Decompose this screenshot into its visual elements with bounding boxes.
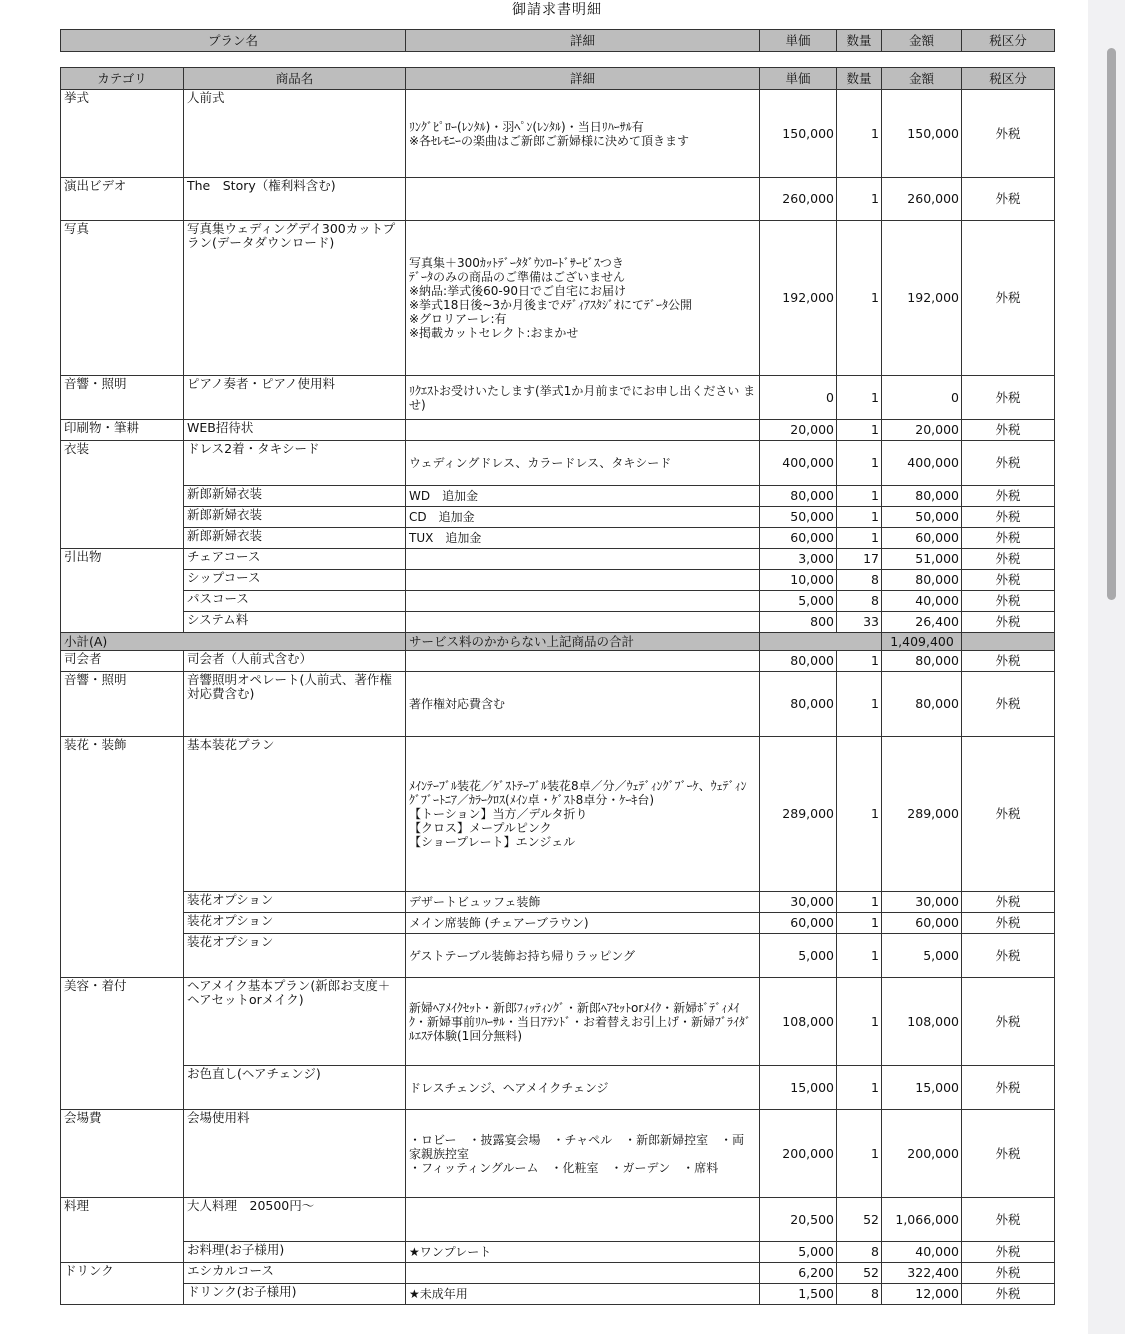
detail-cell: 写真集＋300ｶｯﾄﾃﾞｰﾀﾀﾞｳﾝﾛｰﾄﾞｻｰﾋﾞｽつき ﾃﾞｰﾀのみの商品のご準備はございません ※納品:挙式後60-90日でご自宅にお届け ※挙式18日後~3か月後までﾒﾃﾞｨｱｽﾀｼﾞｵにてﾃﾞｰﾀ公開 ※グロリアーレ:有 ※掲載カットセレクト:おまかせ [406, 221, 760, 376]
table-row [61, 420, 1055, 441]
table-row [61, 913, 1055, 934]
table-row [61, 978, 1055, 1066]
amount-cell: 1,066,000 [882, 1198, 962, 1242]
table-row [61, 672, 1055, 737]
item-name-cell: 新郎新婦衣装 [184, 528, 406, 549]
item-name-cell: パスコース [184, 591, 406, 612]
subtotal-tax-empty [962, 633, 1055, 651]
table-row [61, 737, 1055, 892]
amount-cell: 0 [882, 376, 962, 420]
column-header: 単価 [760, 68, 837, 90]
quantity-cell: 1 [837, 221, 882, 376]
tax-type-cell: 外税 [962, 591, 1055, 612]
table-row [61, 892, 1055, 913]
unit-price-cell: 60,000 [760, 528, 837, 549]
table-row [61, 528, 1055, 549]
tax-type-cell: 外税 [962, 486, 1055, 507]
item-name-cell: チェアコース [184, 549, 406, 570]
tax-type-cell: 外税 [962, 528, 1055, 549]
quantity-cell: 8 [837, 591, 882, 612]
category-cell: 音響・照明 [61, 376, 184, 420]
column-header: 詳細 [406, 68, 760, 90]
amount-cell: 400,000 [882, 441, 962, 486]
unit-price-cell: 5,000 [760, 591, 837, 612]
quantity-cell: 1 [837, 913, 882, 934]
unit-price-cell: 30,000 [760, 892, 837, 913]
quantity-cell: 1 [837, 90, 882, 178]
item-name-cell: システム料 [184, 612, 406, 633]
item-name-cell: ピアノ奏者・ピアノ使用料 [184, 376, 406, 420]
unit-price-cell: 15,000 [760, 1066, 837, 1110]
unit-price-cell: 0 [760, 376, 837, 420]
quantity-cell: 1 [837, 1066, 882, 1110]
tax-type-cell: 外税 [962, 507, 1055, 528]
category-cell: 引出物 [61, 549, 184, 633]
table-row [61, 507, 1055, 528]
table-row [61, 1198, 1055, 1242]
unit-price-cell: 192,000 [760, 221, 837, 376]
amount-cell: 192,000 [882, 221, 962, 376]
tax-type-cell: 外税 [962, 1284, 1055, 1305]
plan-header-row [61, 30, 1055, 52]
table-row [61, 221, 1055, 376]
plan-header-cell: プラン名 [61, 30, 406, 52]
unit-price-cell: 20,500 [760, 1198, 837, 1242]
amount-cell: 26,400 [882, 612, 962, 633]
amount-cell: 20,000 [882, 420, 962, 441]
unit-price-cell: 150,000 [760, 90, 837, 178]
column-header: 数量 [837, 68, 882, 90]
table-row [61, 570, 1055, 591]
unit-price-cell: 3,000 [760, 549, 837, 570]
table-row [61, 1066, 1055, 1110]
subtotal-row [61, 633, 1055, 651]
table-row [61, 1284, 1055, 1305]
detail-cell [406, 651, 760, 672]
item-name-cell: 音響照明オペレート(人前式、著作権対応費含む) [184, 672, 406, 737]
detail-cell: 新婦ﾍｱﾒｲｸｾｯﾄ・新郎ﾌｨｯﾃｨﾝｸﾞ・新郎ﾍｱｾｯﾄorﾒｲｸ・新婦ﾎﾞﾃﾞｨﾒｲｸ・新婦事前ﾘﾊｰｻﾙ・当日ｱﾃﾝﾄﾞ・お着替えお引上げ・新婦ﾌﾞﾗｲﾀﾞﾙｴｽﾃ体験(1回分無料) [406, 978, 760, 1066]
quantity-cell: 1 [837, 507, 882, 528]
category-cell: 音響・照明 [61, 672, 184, 737]
detail-cell [406, 1198, 760, 1242]
invoice-detail-table [60, 67, 1055, 1305]
subtotal-empty [760, 633, 882, 651]
amount-cell: 12,000 [882, 1284, 962, 1305]
unit-price-cell: 5,000 [760, 1242, 837, 1263]
table-row [61, 486, 1055, 507]
unit-price-cell: 10,000 [760, 570, 837, 591]
plan-header-table [60, 29, 1055, 52]
detail-cell: 著作権対応費含む [406, 672, 760, 737]
detail-cell [406, 1263, 760, 1284]
item-name-cell: 新郎新婦衣装 [184, 486, 406, 507]
unit-price-cell: 20,000 [760, 420, 837, 441]
unit-price-cell: 800 [760, 612, 837, 633]
quantity-cell: 1 [837, 420, 882, 441]
item-name-cell: 装花オプション [184, 934, 406, 978]
table-row [61, 376, 1055, 420]
item-name-cell: ドレス2着・タキシード [184, 441, 406, 486]
item-name-cell: ヘアメイク基本プラン(新郎お支度＋ヘアセットorメイク) [184, 978, 406, 1066]
detail-cell: ゲストテーブル装飾お持ち帰りラッピング [406, 934, 760, 978]
quantity-cell: 8 [837, 570, 882, 591]
item-name-cell: 司会者（人前式含む） [184, 651, 406, 672]
table-row [61, 90, 1055, 178]
category-cell: 印刷物・筆耕 [61, 420, 184, 441]
table-row [61, 1263, 1055, 1284]
tax-type-cell: 外税 [962, 651, 1055, 672]
unit-price-cell: 80,000 [760, 651, 837, 672]
detail-cell: ドレスチェンジ、ヘアメイクチェンジ [406, 1066, 760, 1110]
unit-price-cell: 400,000 [760, 441, 837, 486]
tax-type-cell: 外税 [962, 672, 1055, 737]
item-name-cell: The Story（権利料含む) [184, 178, 406, 221]
plan-header-cell: 詳細 [406, 30, 760, 52]
tax-type-cell: 外税 [962, 420, 1055, 441]
detail-cell [406, 570, 760, 591]
tax-type-cell: 外税 [962, 1066, 1055, 1110]
table-row [61, 178, 1055, 221]
quantity-cell: 17 [837, 549, 882, 570]
subtotal-detail: サービス料のかからない上記商品の合計 [406, 633, 760, 651]
tax-type-cell: 外税 [962, 978, 1055, 1066]
amount-cell: 289,000 [882, 737, 962, 892]
table-row [61, 591, 1055, 612]
rows-after-subtotal [61, 651, 1055, 1305]
amount-cell: 80,000 [882, 570, 962, 591]
tax-type-cell: 外税 [962, 549, 1055, 570]
amount-cell: 260,000 [882, 178, 962, 221]
quantity-cell: 1 [837, 651, 882, 672]
unit-price-cell: 5,000 [760, 934, 837, 978]
item-name-cell: 装花オプション [184, 892, 406, 913]
detail-cell: ★ワンプレート [406, 1242, 760, 1263]
category-cell: 司会者 [61, 651, 184, 672]
column-header: 商品名 [184, 68, 406, 90]
amount-cell: 322,400 [882, 1263, 962, 1284]
column-header: 税区分 [962, 68, 1055, 90]
unit-price-cell: 200,000 [760, 1110, 837, 1198]
table-row [61, 441, 1055, 486]
tax-type-cell: 外税 [962, 1263, 1055, 1284]
category-cell: 装花・装飾 [61, 737, 184, 978]
column-header: 金額 [882, 68, 962, 90]
unit-price-cell: 80,000 [760, 672, 837, 737]
tax-type-cell: 外税 [962, 934, 1055, 978]
unit-price-cell: 80,000 [760, 486, 837, 507]
unit-price-cell: 289,000 [760, 737, 837, 892]
category-cell: 会場費 [61, 1110, 184, 1198]
detail-cell [406, 420, 760, 441]
quantity-cell: 52 [837, 1263, 882, 1284]
item-name-cell: お料理(お子様用) [184, 1242, 406, 1263]
amount-cell: 200,000 [882, 1110, 962, 1198]
category-cell: 美容・着付 [61, 978, 184, 1110]
tax-type-cell: 外税 [962, 441, 1055, 486]
category-cell: 演出ビデオ [61, 178, 184, 221]
detail-cell [406, 591, 760, 612]
quantity-cell: 1 [837, 672, 882, 737]
amount-cell: 5,000 [882, 934, 962, 978]
unit-price-cell: 1,500 [760, 1284, 837, 1305]
quantity-cell: 1 [837, 486, 882, 507]
detail-cell: メイン席装飾 (チェアーブラウン) [406, 913, 760, 934]
document-title: 御請求書明細 [512, 2, 602, 18]
subtotal-amount: 1,409,400 [882, 633, 962, 651]
detail-cell: ﾘｸｴｽﾄお受けいたします(挙式1か月前までにお申し出ください ませ) [406, 376, 760, 420]
item-name-cell: 写真集ウェディングデイ300カットプラン(データダウンロード) [184, 221, 406, 376]
quantity-cell: 1 [837, 934, 882, 978]
item-name-cell: シップコース [184, 570, 406, 591]
quantity-cell: 1 [837, 978, 882, 1066]
quantity-cell: 33 [837, 612, 882, 633]
tax-type-cell: 外税 [962, 612, 1055, 633]
item-name-cell: 装花オプション [184, 913, 406, 934]
tax-type-cell: 外税 [962, 1110, 1055, 1198]
table-row [61, 612, 1055, 633]
table-row [61, 1242, 1055, 1263]
quantity-cell: 8 [837, 1284, 882, 1305]
plan-header-cell: 税区分 [962, 30, 1055, 52]
table-row [61, 651, 1055, 672]
item-name-cell: 人前式 [184, 90, 406, 178]
quantity-cell: 1 [837, 528, 882, 549]
tax-type-cell: 外税 [962, 892, 1055, 913]
table-row [61, 1110, 1055, 1198]
detail-cell [406, 549, 760, 570]
unit-price-cell: 108,000 [760, 978, 837, 1066]
category-cell: 挙式 [61, 90, 184, 178]
tax-type-cell: 外税 [962, 221, 1055, 376]
unit-price-cell: 260,000 [760, 178, 837, 221]
quantity-cell: 8 [837, 1242, 882, 1263]
detail-cell [406, 178, 760, 221]
amount-cell: 108,000 [882, 978, 962, 1066]
detail-cell: WD 追加金 [406, 486, 760, 507]
item-name-cell: WEB招待状 [184, 420, 406, 441]
item-name-cell: 基本装花プラン [184, 737, 406, 892]
quantity-cell: 52 [837, 1198, 882, 1242]
unit-price-cell: 6,200 [760, 1263, 837, 1284]
tax-type-cell: 外税 [962, 913, 1055, 934]
quantity-cell: 1 [837, 1110, 882, 1198]
tax-type-cell: 外税 [962, 570, 1055, 591]
detail-cell: ﾒｲﾝﾃｰﾌﾞﾙ装花／ｹﾞｽﾄﾃｰﾌﾞﾙ装花8卓／分／ｳｪﾃﾞｨﾝｸﾞﾌﾞｰｹ、ｳｪﾃﾞｨﾝｸﾞﾌﾞｰﾄﾆｱ／ｶﾗｰｸﾛｽ(ﾒｲﾝ卓・ｹﾞｽﾄ8卓分・ｹｰｷ台) 【トーション】当方／デルタ折り 【クロス】メープルピンク 【ショープレート】エンジェル [406, 737, 760, 892]
detail-cell: CD 追加金 [406, 507, 760, 528]
tax-type-cell: 外税 [962, 178, 1055, 221]
plan-header-cell: 単価 [760, 30, 837, 52]
subtotal-label: 小計(A) [61, 633, 406, 651]
amount-cell: 150,000 [882, 90, 962, 178]
plan-header-cell: 数量 [837, 30, 882, 52]
amount-cell: 80,000 [882, 486, 962, 507]
tax-type-cell: 外税 [962, 376, 1055, 420]
category-cell: 衣装 [61, 441, 184, 549]
plan-header-cell: 金額 [882, 30, 962, 52]
item-name-cell: エシカルコース [184, 1263, 406, 1284]
quantity-cell: 1 [837, 376, 882, 420]
category-cell: ドリンク [61, 1263, 184, 1305]
tax-type-cell: 外税 [962, 1198, 1055, 1242]
detail-cell: デザートビュッフェ装飾 [406, 892, 760, 913]
amount-cell: 15,000 [882, 1066, 962, 1110]
amount-cell: 80,000 [882, 651, 962, 672]
subtotal-section [61, 633, 1055, 651]
detail-cell: ﾘﾝｸﾞﾋﾟﾛｰ(ﾚﾝﾀﾙ)・羽ﾍﾟﾝ(ﾚﾝﾀﾙ)・当日ﾘﾊｰｻﾙ有 ※各ｾﾚﾓﾆｰの楽曲はご新郎ご新婦様に決めて頂きます [406, 90, 760, 178]
item-name-cell: 会場使用料 [184, 1110, 406, 1198]
detail-cell: TUX 追加金 [406, 528, 760, 549]
tax-type-cell: 外税 [962, 90, 1055, 178]
detail-cell: ウェディングドレス、カラードレス、タキシード [406, 441, 760, 486]
table-row [61, 549, 1055, 570]
amount-cell: 51,000 [882, 549, 962, 570]
rows-before-subtotal [61, 90, 1055, 633]
item-name-cell: 大人料理 20500円～ [184, 1198, 406, 1242]
item-name-cell: ドリンク(お子様用) [184, 1284, 406, 1305]
quantity-cell: 1 [837, 737, 882, 892]
quantity-cell: 1 [837, 892, 882, 913]
scrollbar-thumb[interactable] [1107, 48, 1116, 600]
amount-cell: 50,000 [882, 507, 962, 528]
item-name-cell: 新郎新婦衣装 [184, 507, 406, 528]
amount-cell: 60,000 [882, 913, 962, 934]
detail-cell: ★未成年用 [406, 1284, 760, 1305]
amount-cell: 80,000 [882, 672, 962, 737]
detail-cell [406, 612, 760, 633]
category-cell: 料理 [61, 1198, 184, 1263]
item-name-cell: お色直し(ヘアチェンジ) [184, 1066, 406, 1110]
amount-cell: 60,000 [882, 528, 962, 549]
amount-cell: 40,000 [882, 1242, 962, 1263]
tax-type-cell: 外税 [962, 1242, 1055, 1263]
table-header-row [61, 68, 1055, 90]
unit-price-cell: 60,000 [760, 913, 837, 934]
amount-cell: 30,000 [882, 892, 962, 913]
unit-price-cell: 50,000 [760, 507, 837, 528]
amount-cell: 40,000 [882, 591, 962, 612]
column-header: カテゴリ [61, 68, 184, 90]
category-cell: 写真 [61, 221, 184, 376]
quantity-cell: 1 [837, 178, 882, 221]
tax-type-cell: 外税 [962, 737, 1055, 892]
detail-cell: ・ロビー ・披露宴会場 ・チャペル ・新郎新婦控室 ・両家親族控室 ・フィッティングルーム ・化粧室 ・ガーデン ・席料 [406, 1110, 760, 1198]
quantity-cell: 1 [837, 441, 882, 486]
table-row [61, 934, 1055, 978]
